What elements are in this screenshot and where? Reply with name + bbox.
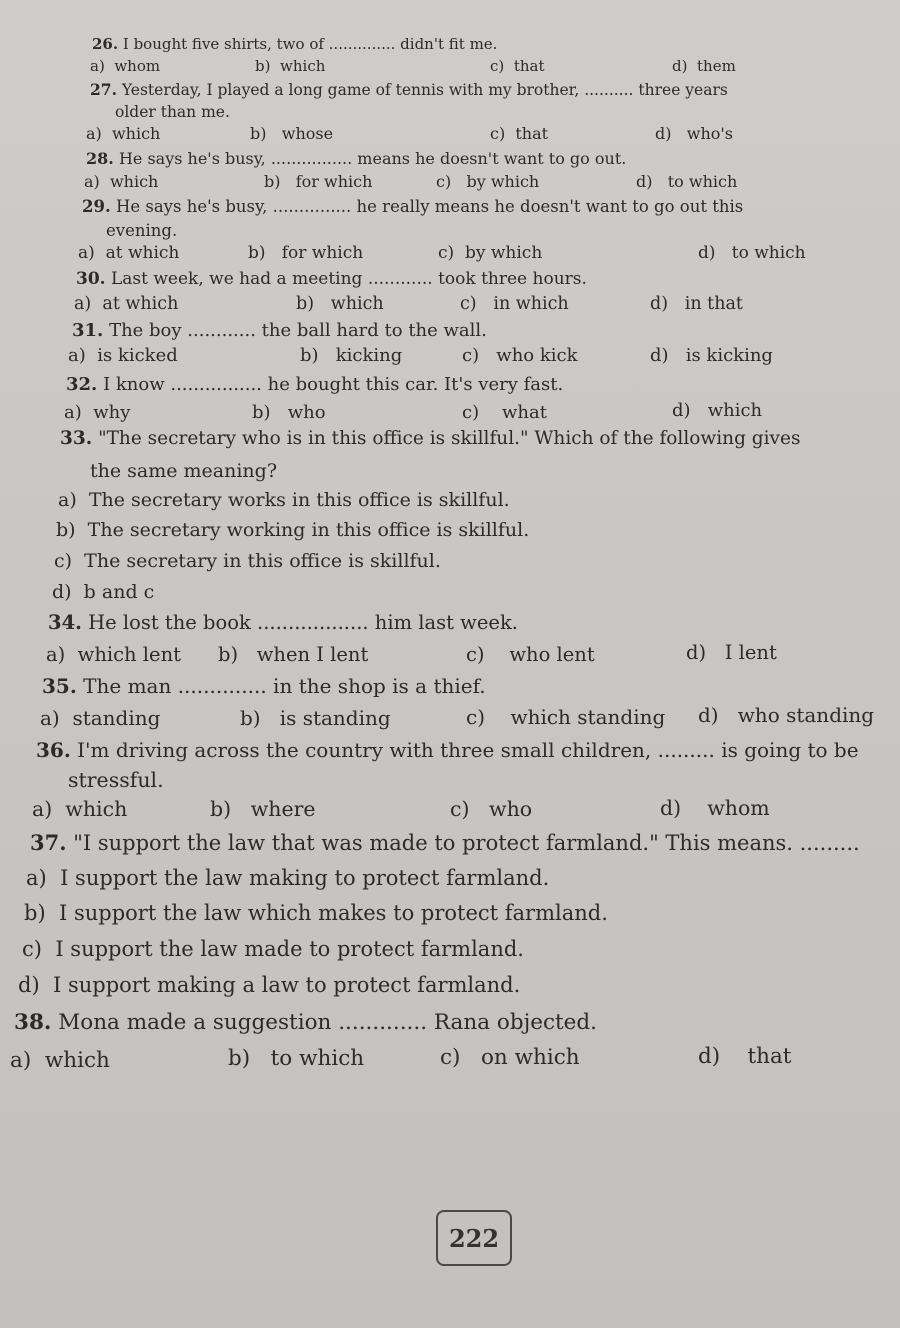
- option-28-b: b) for which: [264, 172, 373, 191]
- option-38-b: b) to which: [228, 1046, 365, 1071]
- question-29-cont: evening.: [106, 221, 178, 240]
- option-35-d: d) who standing: [698, 703, 875, 727]
- option-31-c: c) who kick: [462, 345, 578, 366]
- option-37-d: d) I support making a law to protect farmland.: [18, 973, 521, 997]
- option-32-a: a) why: [64, 402, 131, 423]
- question-28: 28. He says he's busy, ................ means he doesn't want to go out.: [86, 149, 627, 168]
- option-31-b: b) kicking: [300, 345, 403, 366]
- option-26-b: b) which: [255, 57, 326, 75]
- option-26-c: c) that: [490, 57, 545, 75]
- question-30: 30. Last week, we had a meeting ............ took three hours.: [76, 269, 587, 289]
- option-36-c: c) who: [450, 797, 533, 821]
- option-29-a: a) at which: [78, 243, 180, 263]
- question-37: 37. "I support the law that was made to protect farmland." This means. .........: [30, 830, 860, 855]
- option-34-b: b) when I lent: [218, 643, 369, 666]
- question-36-cont: stressful.: [68, 768, 164, 792]
- option-31-d: d) is kicking: [650, 345, 773, 366]
- question-33-cont: the same meaning?: [90, 460, 278, 482]
- option-26-d: d) them: [672, 57, 736, 75]
- option-33-c: c) The secretary in this office is skillful.: [54, 550, 441, 572]
- option-30-b: b) which: [296, 294, 384, 314]
- option-33-d: d) b and c: [52, 581, 155, 603]
- question-33: 33. "The secretary who is in this office is skillful." Which of the following gives: [60, 428, 801, 449]
- option-34-d: d) I lent: [686, 641, 777, 664]
- option-36-a: a) which: [32, 797, 128, 821]
- question-27-cont: older than me.: [115, 103, 230, 121]
- option-37-c: c) I support the law made to protect farmland.: [22, 937, 524, 961]
- option-29-d: d) to which: [698, 243, 806, 263]
- option-27-c: c) that: [490, 124, 549, 143]
- option-26-a: a) whom: [90, 57, 161, 75]
- option-32-d: d) which: [672, 400, 763, 421]
- option-36-b: b) where: [210, 797, 316, 821]
- question-32: 32. I know ................ he bought this car. It's very fast.: [66, 374, 564, 395]
- option-30-d: d) in that: [650, 294, 743, 314]
- page-number: 222: [436, 1210, 512, 1266]
- option-29-b: b) for which: [248, 243, 364, 263]
- option-32-c: c) what: [462, 402, 547, 423]
- option-30-c: c) in which: [460, 294, 569, 314]
- option-33-b: b) The secretary working in this office is skillful.: [56, 519, 530, 541]
- option-35-a: a) standing: [40, 706, 161, 730]
- question-36: 36. I'm driving across the country with three small children, ......... is going to be: [36, 738, 859, 762]
- option-28-c: c) by which: [436, 172, 540, 191]
- option-36-d: d) whom: [660, 796, 770, 820]
- option-35-b: b) is standing: [240, 706, 391, 730]
- option-27-d: d) who's: [655, 124, 733, 143]
- option-38-c: c) on which: [440, 1045, 580, 1070]
- option-38-d: d) that: [698, 1044, 792, 1069]
- question-38: 38. Mona made a suggestion ............. Rana objected.: [14, 1010, 597, 1035]
- question-27: 27. Yesterday, I played a long game of tennis with my brother, .......... three years: [90, 80, 728, 99]
- option-27-a: a) which: [86, 124, 161, 143]
- question-34: 34. He lost the book .................. him last week.: [48, 611, 518, 634]
- question-29: 29. He says he's busy, ............... he really means he doesn't want to go out this: [82, 197, 744, 216]
- option-32-b: b) who: [252, 402, 326, 423]
- option-31-a: a) is kicked: [68, 345, 178, 366]
- option-30-a: a) at which: [74, 294, 179, 314]
- option-27-b: b) whose: [250, 124, 334, 143]
- option-29-c: c) by which: [438, 243, 543, 263]
- option-28-a: a) which: [84, 172, 159, 191]
- option-37-a: a) I support the law making to protect farmland.: [26, 866, 550, 890]
- option-35-c: c) which standing: [466, 705, 666, 729]
- option-34-a: a) which lent: [46, 643, 181, 666]
- option-37-b: b) I support the law which makes to protect farmland.: [24, 901, 608, 925]
- option-34-c: c) who lent: [466, 643, 595, 666]
- question-31: 31. The boy ............ the ball hard to the wall.: [72, 320, 487, 341]
- question-26: 26. I bought five shirts, two of .............. didn't fit me.: [92, 35, 498, 53]
- option-28-d: d) to which: [636, 172, 738, 191]
- question-35: 35. The man .............. in the shop is a thief.: [42, 674, 486, 698]
- option-38-a: a) which: [10, 1048, 110, 1073]
- option-33-a: a) The secretary works in this office is skillful.: [58, 489, 510, 511]
